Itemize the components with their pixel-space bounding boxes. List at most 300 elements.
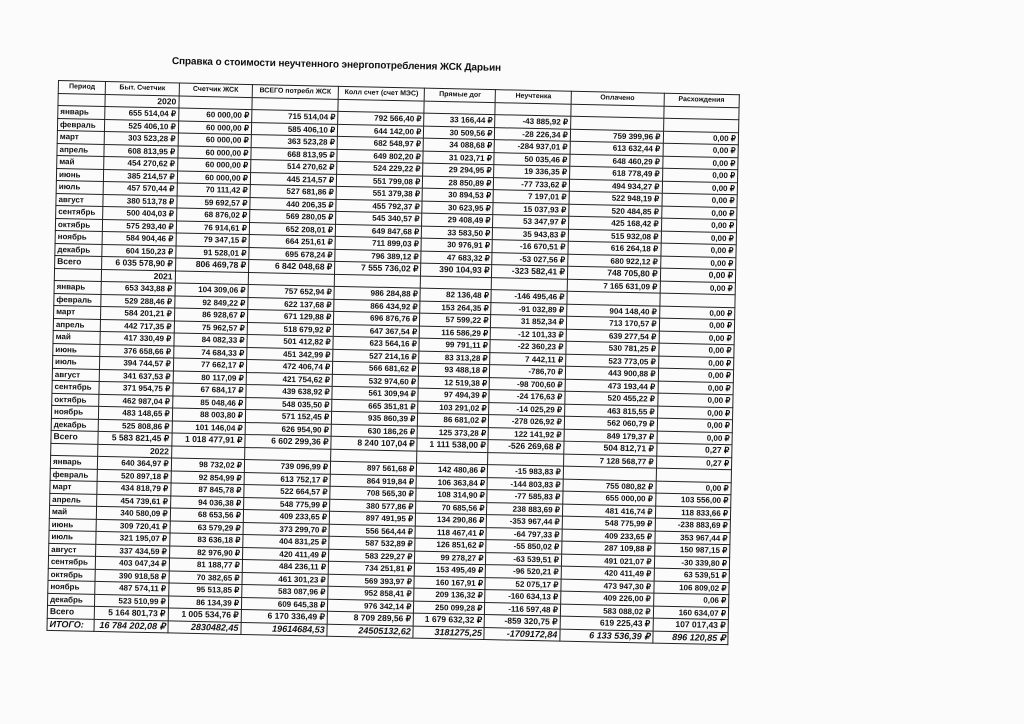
table-cell: 626 954,90 ₽	[245, 422, 331, 436]
table-cell: -786,70 ₽	[490, 365, 566, 379]
table-cell: 644 142,00 ₽	[338, 124, 424, 138]
row-label-cell: январь	[54, 280, 102, 293]
table-cell: 583 229,27 ₽	[329, 549, 415, 563]
row-label-cell: Всего	[47, 605, 95, 618]
table-cell: 77 662,17 ₽	[173, 358, 247, 372]
table-cell: 664 251,61 ₽	[249, 235, 335, 249]
table-cell: 655 000,00 ₽	[563, 491, 656, 505]
table-cell: 680 922,12 ₽	[568, 254, 661, 268]
table-cell: 94 036,38 ₽	[170, 495, 244, 509]
table-cell: 29 408,49 ₽	[422, 213, 493, 227]
table-cell: 585 406,10 ₽	[251, 122, 337, 136]
table-cell: 457 570,44 ₽	[104, 181, 178, 195]
table-cell: 461 301,23 ₽	[242, 572, 328, 586]
table-cell: 0,00 ₽	[662, 156, 738, 170]
table-cell: -24 176,63 ₽	[489, 390, 565, 404]
table-cell: 487 574,11 ₽	[95, 581, 169, 595]
row-label-cell: май	[57, 155, 105, 168]
table-cell: 671 129,88 ₽	[247, 310, 333, 324]
table-cell: 734 251,81 ₽	[328, 561, 414, 575]
table-cell: 695 678,24 ₽	[249, 247, 335, 261]
row-label-cell: май	[49, 505, 97, 518]
table-cell: 569 280,05 ₽	[250, 210, 336, 224]
table-cell: 86 928,67 ₽	[174, 308, 248, 322]
table-cell: 2021	[102, 269, 176, 283]
table-cell: 561 309,94 ₽	[332, 386, 418, 400]
table-cell: 0,00 ₽	[662, 168, 738, 182]
table-cell: 6 170 336,49 ₽	[241, 609, 327, 623]
table-cell: 522 948,19 ₽	[569, 191, 662, 205]
row-label-cell: июнь	[53, 343, 101, 356]
table-cell: -278 026,92 ₽	[489, 415, 565, 429]
row-label-cell: март	[54, 305, 102, 318]
table-cell: 52 075,17 ₽	[485, 577, 561, 591]
table-cell: 5 164 801,73 ₽	[95, 606, 169, 620]
table-cell: 7 555 736,02 ₽	[335, 261, 421, 275]
table-cell: 500 404,03 ₽	[103, 206, 177, 220]
table-cell: -30 339,80 ₽	[654, 556, 730, 570]
table-cell: 472 406,74 ₽	[246, 360, 332, 374]
table-cell: 6 133 536,39 ₽	[560, 629, 653, 643]
table-cell: 647 367,54 ₽	[333, 324, 419, 338]
table-cell: 420 411,49 ₽	[242, 547, 328, 561]
table-cell: 483 148,65 ₽	[99, 406, 173, 420]
table-cell: 904 148,40 ₽	[567, 304, 660, 318]
column-header: Колл счет (счет МЭС)	[338, 86, 424, 100]
column-header: ВСЕГО потребл ЖСК	[252, 85, 338, 99]
table-cell: 454 270,62 ₽	[104, 156, 178, 170]
row-label-cell: август	[49, 543, 97, 556]
table-cell: 12 519,38 ₽	[418, 376, 489, 390]
table-cell: 104 309,06 ₽	[175, 283, 249, 297]
table-cell: 569 393,97 ₽	[328, 574, 414, 588]
table-cell: 443 900,88 ₽	[565, 366, 658, 380]
column-header: Прямые дог	[424, 88, 495, 102]
row-label-cell: ноябрь	[55, 230, 103, 243]
table-cell: 390 104,93 ₽	[421, 263, 492, 277]
table-cell: -53 027,56 ₽	[492, 252, 568, 266]
table-cell: 68 876,02 ₽	[176, 208, 250, 222]
row-label-cell: июль	[49, 530, 97, 543]
table-cell: 74 684,33 ₽	[173, 345, 247, 359]
row-label-cell: август	[52, 368, 100, 381]
table-cell: 92 854,99 ₽	[171, 470, 245, 484]
table-cell: -28 226,34 ₽	[495, 127, 571, 141]
table-cell: 6 842 048,68 ₽	[248, 260, 334, 274]
table-cell: 337 434,59 ₽	[96, 544, 170, 558]
table-cell: 524 229,22 ₽	[337, 161, 423, 175]
table-cell: 548 775,99 ₽	[243, 497, 329, 511]
row-label-cell: апрель	[50, 493, 98, 506]
table-cell: 527 214,16 ₽	[333, 349, 419, 363]
table-cell: 98 732,02 ₽	[171, 458, 245, 472]
table-cell: -146 495,46 ₽	[491, 290, 567, 304]
table-cell: 7 442,11 ₽	[490, 352, 566, 366]
table-cell: 0,00 ₽	[663, 143, 739, 157]
table-cell: 19614684,53	[241, 622, 327, 636]
row-label-cell: февраль	[50, 468, 98, 481]
table-cell: 0,00 ₽	[660, 256, 736, 270]
table-cell: 87 845,78 ₽	[170, 483, 244, 497]
table-cell: 93 488,18 ₽	[419, 363, 490, 377]
table-cell: 473 193,44 ₽	[565, 379, 658, 393]
table-cell: 757 652,94 ₽	[248, 285, 334, 299]
table-cell: 494 934,27 ₽	[569, 179, 662, 193]
table-cell: 796 389,12 ₽	[335, 249, 421, 263]
table-cell: 86 134,39 ₽	[168, 595, 242, 609]
table-cell: 897 561,68 ₽	[330, 461, 416, 475]
table-cell: 57 599,22 ₽	[420, 313, 491, 327]
table-cell: 385 214,57 ₽	[104, 169, 178, 183]
table-cell: 613 632,44 ₽	[570, 141, 663, 155]
table-cell: -22 360,23 ₽	[490, 340, 566, 354]
table-cell: 623 564,16 ₽	[333, 336, 419, 350]
table-cell: 63 539,51 ₽	[654, 568, 730, 582]
table-cell: 2022	[98, 444, 172, 458]
table-cell: 748 705,80 ₽	[567, 266, 660, 280]
table-cell: 30 509,56 ₽	[424, 126, 495, 140]
table-cell: 363 523,28 ₽	[251, 135, 337, 149]
table-cell: 655 514,04 ₽	[105, 106, 179, 120]
table-cell: 527 681,86 ₽	[250, 185, 336, 199]
table-cell: 35 943,83 ₽	[493, 227, 569, 241]
table-cell: 15 037,93 ₽	[493, 202, 569, 216]
table-cell: 250 099,28 ₽	[414, 601, 485, 615]
row-label-cell: июнь	[56, 168, 104, 181]
table-cell: -15 983,83 ₽	[488, 465, 564, 479]
table-cell: 0,00 ₽	[662, 181, 738, 195]
row-label-cell: январь	[50, 455, 98, 468]
table-cell: 711 899,03 ₽	[335, 236, 421, 250]
table-cell: 0,00 ₽	[660, 268, 736, 282]
table-cell: 613 752,17 ₽	[244, 472, 330, 486]
table-cell: -77 585,83 ₽	[487, 490, 563, 504]
table-cell: 1 005 534,76 ₽	[168, 608, 242, 622]
table-cell: 708 565,30 ₽	[330, 486, 416, 500]
table-cell: 50 035,46 ₽	[494, 152, 570, 166]
row-label-cell: октябрь	[48, 568, 96, 581]
table-cell: 153 495,49 ₽	[415, 563, 486, 577]
table-cell: 0,00 ₽	[658, 356, 734, 370]
table-cell: -55 850,02 ₽	[486, 540, 562, 554]
table-cell: 668 813,95 ₽	[251, 147, 337, 161]
table-cell: 303 523,28 ₽	[105, 131, 179, 145]
table-cell: 34 088,68 ₽	[423, 138, 494, 152]
table-cell: 31 023,71 ₽	[423, 151, 494, 165]
table-cell: 0,00 ₽	[658, 368, 734, 382]
table-cell: 340 580,09 ₽	[97, 506, 171, 520]
table-cell: 1 679 632,32 ₽	[413, 613, 484, 627]
table-cell: 1 111 538,00 ₽	[417, 438, 488, 452]
table-cell: 604 150,23 ₽	[102, 244, 176, 258]
table-cell: 95 513,85 ₽	[168, 583, 242, 597]
table-cell: 525 808,86 ₽	[99, 419, 173, 433]
row-label-cell: Всего	[51, 430, 99, 443]
column-header: Расхождения	[664, 93, 740, 107]
table-cell: 7 197,01 ₽	[493, 190, 569, 204]
table-cell: 75 962,57 ₽	[174, 320, 248, 334]
table-cell: 649 847,68 ₽	[335, 224, 421, 238]
column-header: Быт. Счетчик	[106, 82, 180, 96]
table-cell: 97 494,39 ₽	[418, 388, 489, 402]
table-cell: 0,27 ₽	[656, 456, 732, 470]
table-cell: 0,00 ₽	[658, 343, 734, 357]
table-cell: 715 514,04 ₽	[252, 110, 338, 124]
table-cell: -353 967,44 ₽	[487, 515, 563, 529]
table-cell: 99 791,11 ₽	[419, 338, 490, 352]
table-cell: 86 681,02 ₽	[418, 413, 489, 427]
row-label-cell: ноябрь	[48, 580, 96, 593]
table-cell: 491 021,07 ₽	[561, 554, 654, 568]
table-cell: 986 284,88 ₽	[334, 286, 420, 300]
table-cell: 525 406,10 ₽	[105, 119, 179, 133]
table-cell: -284 937,01 ₽	[495, 140, 571, 154]
table-cell: 420 411,49 ₽	[561, 566, 654, 580]
table-cell: 440 206,35 ₽	[250, 197, 336, 211]
table-cell: 107 017,43 ₽	[653, 618, 729, 632]
table-cell: 376 658,66 ₽	[100, 344, 174, 358]
table-cell: 0,00 ₽	[658, 381, 734, 395]
table-cell: 106 809,02 ₽	[653, 581, 729, 595]
table-cell: 514 270,62 ₽	[251, 160, 337, 174]
table-cell: 409 226,00 ₽	[560, 591, 653, 605]
table-cell: 0,06 ₽	[653, 593, 729, 607]
table-cell: 70 111,42 ₽	[177, 183, 251, 197]
table-cell: 6 035 578,90 ₽	[102, 256, 176, 270]
row-label-cell: ноябрь	[51, 405, 99, 418]
table-cell: 1 018 477,91 ₽	[172, 433, 246, 447]
table-cell: 0,00 ₽	[663, 131, 739, 145]
table-cell: -1709172,84	[484, 627, 560, 641]
table-cell: -144 803,83 ₽	[487, 477, 563, 491]
table-cell: 60 000,00 ₽	[178, 146, 252, 160]
table-cell: 935 860,39 ₽	[331, 411, 417, 425]
table-cell: 462 987,04 ₽	[99, 394, 173, 408]
table-cell: 134 290,86 ₽	[416, 513, 487, 527]
row-label-cell: Всего	[55, 255, 103, 268]
table-cell: 160 167,91 ₽	[414, 576, 485, 590]
table-cell: 103 556,00 ₽	[655, 493, 731, 507]
table-cell: 0,00 ₽	[657, 418, 733, 432]
table-cell: 83 313,28 ₽	[419, 351, 490, 365]
table-cell: 67 684,17 ₽	[173, 383, 247, 397]
table-cell: 84 082,33 ₽	[174, 333, 248, 347]
table-cell: 60 000,00 ₽	[177, 171, 251, 185]
table-cell: 60 000,00 ₽	[178, 121, 252, 135]
table-cell: 153 264,35 ₽	[420, 301, 491, 315]
table-cell: 373 299,70 ₽	[243, 522, 329, 536]
table-cell: 439 638,92 ₽	[246, 385, 332, 399]
table-cell: 238 883,69 ₽	[487, 502, 563, 516]
table-cell: 160 634,07 ₽	[653, 606, 729, 620]
table-cell: 371 954,75 ₽	[99, 381, 173, 395]
table-cell: 116 586,29 ₽	[419, 326, 490, 340]
table-cell: 649 802,20 ₽	[337, 149, 423, 163]
table-cell: -43 885,92 ₽	[495, 115, 571, 129]
table-cell: 518 679,92 ₽	[247, 322, 333, 336]
table-cell: 30 623,95 ₽	[422, 201, 493, 215]
table-cell: 390 918,58 ₽	[95, 569, 169, 583]
table-cell: 616 264,18 ₽	[568, 241, 661, 255]
table-cell: 866 434,92 ₽	[334, 299, 420, 313]
row-label-cell: апрель	[53, 318, 101, 331]
column-header: Счетчик ЖСК	[179, 83, 253, 97]
table-cell: 849 179,37 ₽	[564, 429, 657, 443]
table-cell: 0,00 ₽	[657, 393, 733, 407]
row-label-cell	[54, 268, 102, 281]
table-cell: 583 088,02 ₽	[560, 604, 653, 618]
table-cell: 103 291,02 ₽	[418, 401, 489, 415]
table-cell: 309 720,41 ₽	[96, 519, 170, 533]
table-cell: -12 101,33 ₽	[491, 327, 567, 341]
table-cell: 520 897,18 ₽	[98, 469, 172, 483]
table-cell: 83 636,18 ₽	[169, 533, 243, 547]
table-cell: 3181275,25	[413, 626, 484, 640]
table-cell: -91 032,89 ₽	[491, 302, 567, 316]
table-cell: 454 739,61 ₽	[97, 494, 171, 508]
table-cell: 618 778,49 ₽	[569, 166, 662, 180]
table-cell: 409 233,65 ₽	[243, 509, 329, 523]
row-label-cell: апрель	[57, 143, 105, 156]
table-cell: 7 165 631,09 ₽	[567, 279, 660, 293]
table-cell: 2830482,45	[168, 620, 242, 634]
table-cell: 548 035,50 ₽	[246, 397, 332, 411]
table-cell: 575 293,40 ₽	[103, 219, 177, 233]
table-cell: 53 347,97 ₽	[493, 215, 569, 229]
table-cell: -98 700,60 ₽	[490, 377, 566, 391]
table-cell: 0,00 ₽	[660, 243, 736, 257]
table-cell: -160 634,13 ₽	[485, 590, 561, 604]
table-cell: -63 539,51 ₽	[486, 552, 562, 566]
table-cell: 682 548,97 ₽	[337, 136, 423, 150]
table-cell: 287 109,88 ₽	[562, 541, 655, 555]
table-cell: 8 240 107,04 ₽	[331, 436, 417, 450]
row-label-cell: март	[50, 480, 98, 493]
energy-cost-table	[46, 80, 739, 645]
table-cell: 80 117,09 ₽	[173, 370, 247, 384]
table-cell: 713 170,57 ₽	[566, 316, 659, 330]
table-cell: 652 208,01 ₽	[249, 222, 335, 236]
table-cell: 571 152,45 ₽	[245, 410, 331, 424]
table-cell: 504 812,71 ₽	[564, 441, 657, 455]
table-cell: 0,00 ₽	[655, 481, 731, 495]
table-cell: 548 775,99 ₽	[562, 516, 655, 530]
table-cell: 0,00 ₽	[660, 281, 736, 295]
table-cell: 608 813,95 ₽	[104, 144, 178, 158]
table-cell: 501 412,82 ₽	[247, 335, 333, 349]
column-header: Оплачено	[571, 91, 664, 105]
table-cell: 551 379,38 ₽	[336, 186, 422, 200]
table-cell: 584 201,21 ₽	[101, 306, 175, 320]
table-cell: 584 904,46 ₽	[102, 231, 176, 245]
table-cell: -859 320,75 ₽	[485, 615, 561, 629]
table-cell: 566 681,62 ₽	[333, 361, 419, 375]
table-cell: 122 141,92 ₽	[488, 427, 564, 441]
row-label-cell: сентябрь	[48, 555, 96, 568]
row-label-cell: октябрь	[52, 393, 100, 406]
table-cell: 380 577,86 ₽	[330, 499, 416, 513]
table-cell: 88 003,80 ₽	[172, 408, 246, 422]
table-cell: 530 781,25 ₽	[566, 341, 659, 355]
table-cell: 0,00 ₽	[657, 431, 733, 445]
table-cell: 545 340,57 ₽	[336, 211, 422, 225]
table-cell: 976 342,14 ₽	[328, 599, 414, 613]
table-cell: 551 799,08 ₽	[336, 174, 422, 188]
table-cell: 417 330,49 ₽	[100, 331, 174, 345]
table-cell: 81 188,77 ₽	[169, 558, 243, 572]
table-cell: 952 858,41 ₽	[328, 586, 414, 600]
table-cell: 101 146,04 ₽	[172, 420, 246, 434]
row-label-cell: июль	[56, 180, 104, 193]
table-cell: 653 343,88 ₽	[101, 281, 175, 295]
table-cell: 85 048,46 ₽	[172, 395, 246, 409]
table-cell: 0,00 ₽	[661, 206, 737, 220]
row-label-cell: март	[57, 130, 105, 143]
table-cell: 33 583,50 ₽	[422, 226, 493, 240]
row-label-cell: сентябрь	[52, 380, 100, 393]
table-cell: 63 579,29 ₽	[170, 520, 244, 534]
table-cell: 108 314,90 ₽	[416, 488, 487, 502]
row-label-cell: сентябрь	[56, 205, 104, 218]
table-cell: 380 513,78 ₽	[103, 194, 177, 208]
table-cell: 463 815,55 ₽	[564, 404, 657, 418]
table-cell: 434 818,79 ₽	[97, 481, 171, 495]
table-cell: 520 455,22 ₽	[565, 391, 658, 405]
table-cell: -14 025,29 ₽	[489, 402, 565, 416]
table-cell: 520 484,85 ₽	[569, 204, 662, 218]
table-cell: 640 364,97 ₽	[98, 456, 172, 470]
table-cell: 30 894,53 ₽	[422, 188, 493, 202]
document-title: Справка о стоимости неучтенного энергопотребления ЖСК Дарьин	[171, 56, 502, 74]
table-cell: 321 195,07 ₽	[96, 531, 170, 545]
table-cell: 639 277,54 ₽	[566, 329, 659, 343]
table-cell: 60 000,00 ₽	[178, 108, 252, 122]
table-cell: 0,00 ₽	[661, 218, 737, 232]
table-cell: 29 294,95 ₽	[423, 163, 494, 177]
table-cell: 394 744,57 ₽	[100, 356, 174, 370]
table-cell: 622 137,68 ₽	[248, 297, 334, 311]
row-label-cell: май	[53, 330, 101, 343]
table-cell: 353 967,44 ₽	[654, 531, 730, 545]
table-cell: 403 047,34 ₽	[96, 556, 170, 570]
table-cell: 6 602 299,36 ₽	[245, 434, 331, 448]
table-cell: 523 510,99 ₽	[95, 594, 169, 608]
table-cell: 31 852,34 ₽	[491, 315, 567, 329]
table-cell: 409 233,65 ₽	[562, 529, 655, 543]
table-cell: 0,27 ₽	[656, 443, 732, 457]
table-cell: 481 416,74 ₽	[562, 504, 655, 518]
table-cell: 587 532,89 ₽	[329, 536, 415, 550]
table-cell: 106 363,84 ₽	[416, 476, 487, 490]
table-cell: 523 773,05 ₽	[565, 354, 658, 368]
table-cell: 739 096,99 ₽	[244, 459, 330, 473]
table-cell: 92 849,22 ₽	[174, 295, 248, 309]
table-cell: 118 833,66 ₽	[655, 506, 731, 520]
table-cell: 529 288,46 ₽	[101, 294, 175, 308]
row-label-cell: декабрь	[51, 418, 99, 431]
table-cell: 68 653,56 ₽	[170, 508, 244, 522]
table-cell: 522 664,57 ₽	[244, 484, 330, 498]
table-cell: 0,00 ₽	[661, 231, 737, 245]
row-label-cell: октябрь	[55, 218, 103, 231]
table-cell: 897 491,95 ₽	[329, 511, 415, 525]
table-cell: 0,00 ₽	[659, 318, 735, 332]
table-cell: 47 683,32 ₽	[421, 251, 492, 265]
table-cell: 896 120,85 ₽	[652, 631, 728, 645]
table-cell: 28 850,89 ₽	[423, 176, 494, 190]
table-cell: 60 000,00 ₽	[178, 133, 252, 147]
table-cell: 619 225,43 ₽	[560, 616, 653, 630]
